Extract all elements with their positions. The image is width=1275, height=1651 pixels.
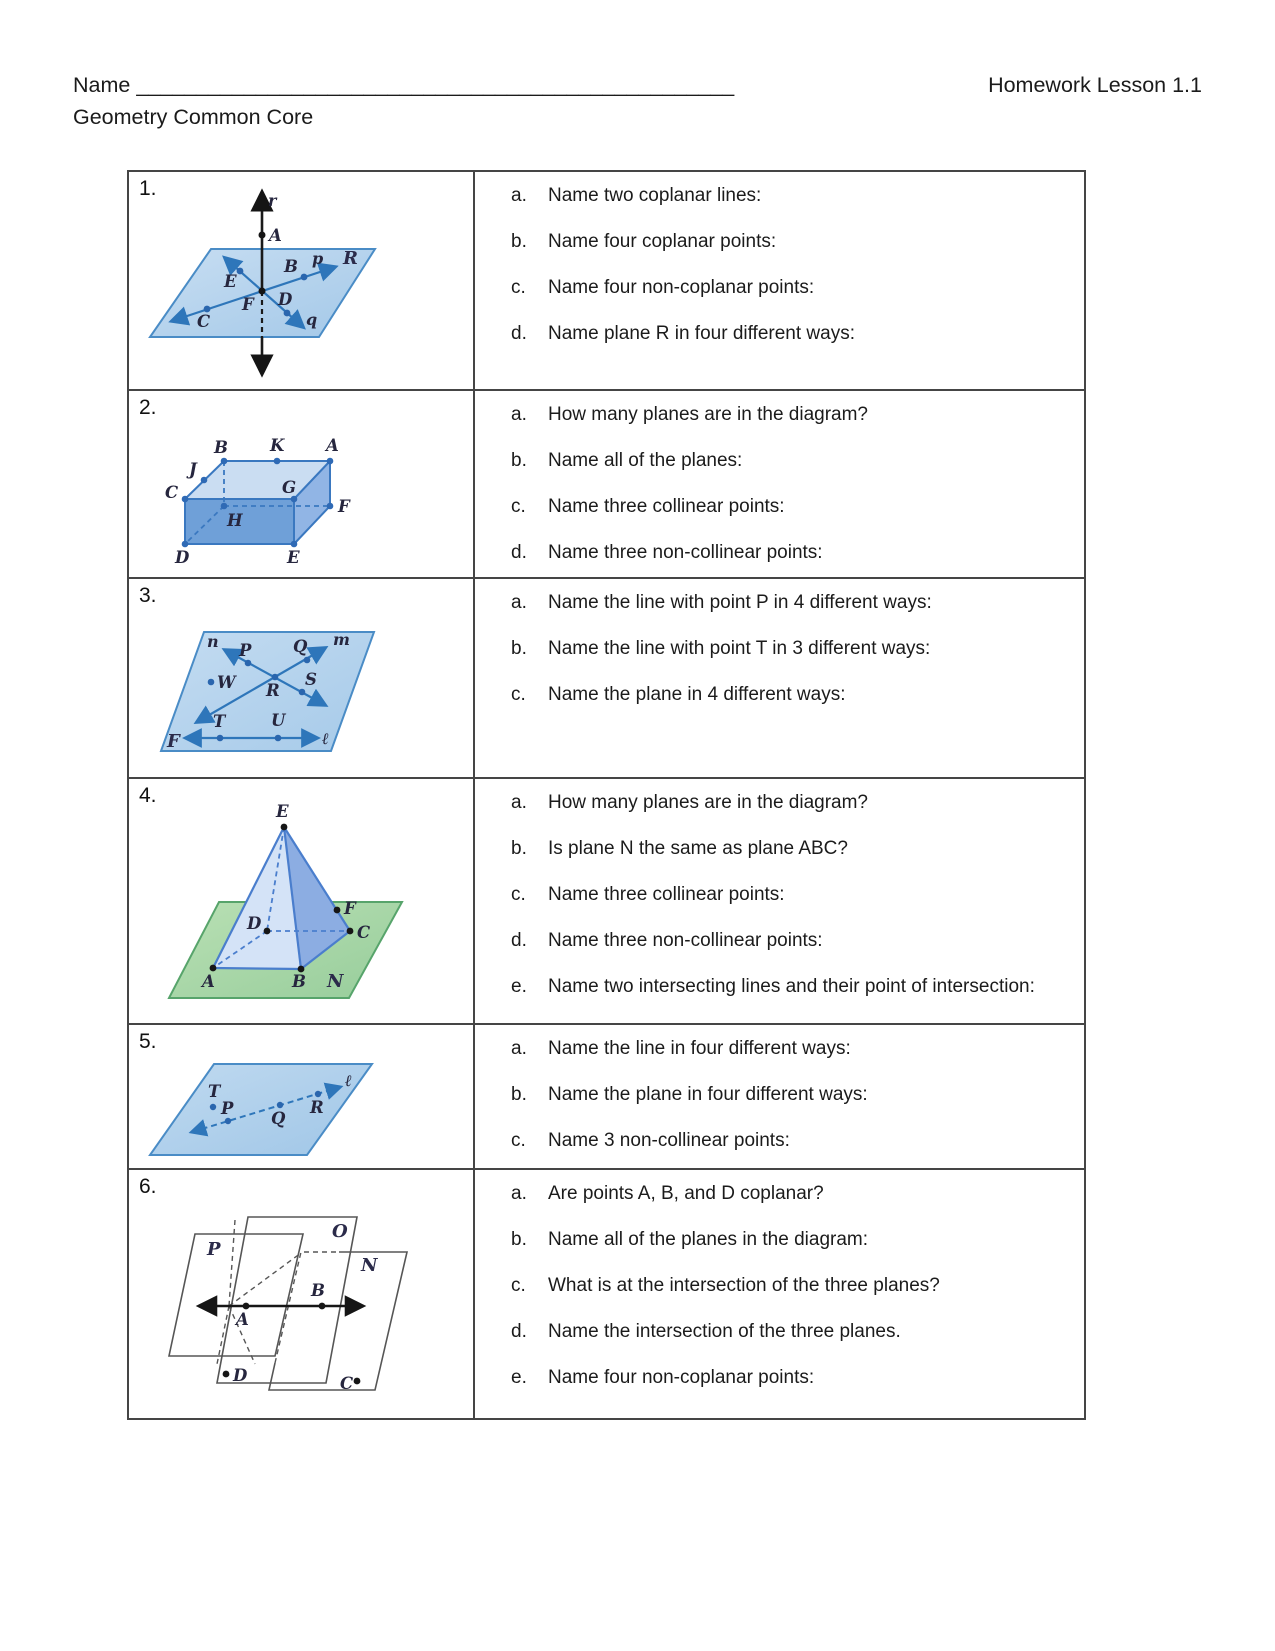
name-blank-line: __________________________________________________ xyxy=(136,73,735,97)
question xyxy=(511,837,1066,860)
question-letter: c. xyxy=(511,1130,526,1151)
point-F-label: F xyxy=(338,497,350,516)
point-B-label: B xyxy=(311,1281,325,1300)
point-F-label: F xyxy=(242,295,254,314)
question-text: Name two coplanar lines: xyxy=(548,185,762,206)
question-text: Name 3 non-collinear points: xyxy=(548,1130,790,1151)
point-C-dot xyxy=(354,1378,361,1385)
question xyxy=(511,1182,1066,1205)
plane-F-label: F xyxy=(167,731,180,752)
row6-diagram-cell xyxy=(129,1170,475,1418)
question-text: Name four non-coplanar points: xyxy=(548,277,815,298)
point-B-dot xyxy=(301,274,308,281)
question-letter: e. xyxy=(511,1367,527,1388)
diagram-pyramid-on-plane-N xyxy=(129,779,475,1021)
header-left xyxy=(73,70,734,132)
question xyxy=(511,1366,1066,1389)
table-row-3 xyxy=(129,579,1084,779)
question-letter: c. xyxy=(511,884,526,905)
problem-number: 2. xyxy=(139,396,157,419)
point-T-dot xyxy=(217,735,224,742)
point-D-dot xyxy=(284,310,291,317)
point-P-dot xyxy=(210,1104,216,1110)
line-m-label: m xyxy=(333,630,350,649)
point-Q-label: Q xyxy=(293,637,308,656)
question xyxy=(511,403,1066,426)
question-letter: b. xyxy=(511,450,527,471)
point-B-label: B xyxy=(214,438,228,457)
plane-N-label: N xyxy=(361,1255,378,1276)
problem-number: 6. xyxy=(139,1175,157,1198)
question-text: How many planes are in the diagram? xyxy=(548,404,869,425)
point-D-dot xyxy=(264,928,271,935)
question-letter: a. xyxy=(511,404,527,425)
question-letter: b. xyxy=(511,638,527,659)
row2-diagram-cell xyxy=(129,391,475,577)
problem-number: 5. xyxy=(139,1030,157,1053)
question-letter: b. xyxy=(511,231,527,252)
question-text: Name the line with point P in 4 different ways: xyxy=(548,592,932,613)
question xyxy=(511,929,1066,952)
point-E-label: E xyxy=(287,548,300,567)
point-R-dot xyxy=(272,674,279,681)
question-text: Name three collinear points: xyxy=(548,884,785,905)
question-text: Name the intersection of the three planes. xyxy=(548,1321,901,1342)
point-E-label: E xyxy=(224,272,237,291)
question xyxy=(511,1037,1066,1060)
point-D-label: D xyxy=(278,290,293,309)
line-p-label: p xyxy=(312,249,324,268)
point-R-label: R xyxy=(310,1098,324,1117)
point-D-label: D xyxy=(233,1366,248,1385)
point-B-label: B xyxy=(284,257,298,276)
question-text: Name all of the planes: xyxy=(548,450,743,471)
line-r-label: r xyxy=(268,191,277,210)
question-letter: a. xyxy=(511,1183,527,1204)
question-text: What is at the intersection of the three planes? xyxy=(548,1275,940,1296)
question xyxy=(511,1228,1066,1251)
row4-questions xyxy=(475,779,1084,1023)
point-U-label: U xyxy=(271,711,286,730)
point-B-dot xyxy=(319,1303,326,1310)
point-D-dot xyxy=(223,1371,230,1378)
question-letter: c. xyxy=(511,496,526,517)
point-F-dot xyxy=(334,907,341,914)
question-letter: d. xyxy=(511,323,527,344)
question xyxy=(511,883,1066,906)
question-text: Is plane N the same as plane ABC? xyxy=(548,838,848,859)
plane-R-label: R xyxy=(343,248,358,269)
question-text: Name the plane in four different ways: xyxy=(548,1084,868,1105)
line-point-dot xyxy=(225,1118,231,1124)
question-text: Name plane R in four different ways: xyxy=(548,323,855,344)
question xyxy=(511,322,1066,345)
plane-T-shape xyxy=(150,1064,372,1155)
plane-P-label: P xyxy=(207,1239,221,1260)
question-letter: b. xyxy=(511,1084,527,1105)
point-E-label: E xyxy=(276,802,289,821)
point-C-label: C xyxy=(357,923,371,942)
question xyxy=(511,449,1066,472)
point-J-label: J xyxy=(189,460,197,479)
course-title: Geometry Common Core xyxy=(73,105,314,129)
name-label: Name xyxy=(73,73,131,97)
question-text: Are points A, B, and D coplanar? xyxy=(548,1183,824,1204)
problem-number: 1. xyxy=(139,177,157,200)
question-letter: a. xyxy=(511,1038,527,1059)
point-P-dot xyxy=(245,660,252,667)
problem-number: 4. xyxy=(139,784,157,807)
point-Q-dot xyxy=(277,1102,283,1108)
point-A-dot xyxy=(259,232,266,239)
question-letter: b. xyxy=(511,1229,527,1250)
question xyxy=(511,1274,1066,1297)
question-letter: c. xyxy=(511,1275,526,1296)
point-E-dot xyxy=(281,824,288,831)
point-A-label: A xyxy=(202,972,215,991)
plane-P-shape xyxy=(169,1234,303,1356)
question-text: Name all of the planes in the diagram: xyxy=(548,1229,869,1250)
point-R-label: R xyxy=(266,681,280,700)
question xyxy=(511,591,1066,614)
point-A-dot xyxy=(243,1303,250,1310)
question-letter: d. xyxy=(511,542,527,563)
row6-questions xyxy=(475,1170,1084,1418)
table-row-2 xyxy=(129,391,1084,579)
question xyxy=(511,1320,1066,1343)
question-letter: c. xyxy=(511,684,526,705)
homework-title: Homework Lesson 1.1 xyxy=(988,73,1202,97)
diagram-plane-T-line xyxy=(129,1025,475,1166)
line-ell-label: ℓ xyxy=(322,729,329,748)
question-text: Name two intersecting lines and their point of intersection: xyxy=(548,976,1035,997)
point-D-label: D xyxy=(175,548,190,567)
problem-number: 3. xyxy=(139,584,157,607)
row2-questions xyxy=(475,391,1084,577)
point-A-label: A xyxy=(326,436,339,455)
plane-N-label: N xyxy=(327,971,344,992)
point-W-dot xyxy=(208,679,215,686)
question xyxy=(511,276,1066,299)
question xyxy=(511,637,1066,660)
question-text: Name the plane in 4 different ways: xyxy=(548,684,846,705)
point-B-label: B xyxy=(292,972,306,991)
point-K-label: K xyxy=(270,436,285,455)
point-C-label: C xyxy=(165,483,179,502)
table-row-6 xyxy=(129,1170,1084,1418)
point-F-dot xyxy=(259,288,266,295)
question-letter: d. xyxy=(511,1321,527,1342)
question-text: Name the line in four different ways: xyxy=(548,1038,851,1059)
question-text: Name three non-collinear points: xyxy=(548,542,823,563)
diagram-rectangular-prism xyxy=(129,391,475,575)
question-letter: a. xyxy=(511,792,527,813)
hidden-intersection-lines xyxy=(217,1220,301,1364)
diagram-three-intersecting-planes xyxy=(129,1170,475,1414)
question xyxy=(511,184,1066,207)
point-G-label: G xyxy=(282,478,297,497)
line-n-label: n xyxy=(207,632,219,651)
table-row-5 xyxy=(129,1025,1084,1170)
question xyxy=(511,1129,1066,1152)
row3-questions xyxy=(475,579,1084,777)
table-row-1 xyxy=(129,172,1084,391)
question-text: Name three non-collinear points: xyxy=(548,930,823,951)
header xyxy=(73,70,1202,132)
table-row-4 xyxy=(129,779,1084,1025)
question-letter: c. xyxy=(511,277,526,298)
point-T-label: T xyxy=(213,712,226,731)
point-Q-label: Q xyxy=(271,1109,286,1128)
point-P-label: P xyxy=(221,1099,234,1118)
row1-questions xyxy=(475,172,1084,389)
row5-diagram-cell xyxy=(129,1025,475,1168)
point-C-dot xyxy=(347,928,354,935)
line-q-label: q xyxy=(306,310,318,329)
diagram-plane-F-lines xyxy=(129,579,475,775)
point-P-label: P xyxy=(239,641,252,660)
question-text: How many planes are in the diagram? xyxy=(548,792,869,813)
problems-table xyxy=(127,170,1086,1420)
point-S-dot xyxy=(299,689,306,696)
diagram-plane-with-lines xyxy=(129,172,475,387)
point-S-label: S xyxy=(305,670,317,689)
question-letter: a. xyxy=(511,592,527,613)
plane-N-hidden-edges xyxy=(275,1252,339,1363)
row4-diagram-cell xyxy=(129,779,475,1023)
row1-diagram-cell xyxy=(129,172,475,389)
question-text: Name four non-coplanar points: xyxy=(548,1367,815,1388)
question xyxy=(511,495,1066,518)
point-F-label: F xyxy=(344,899,356,918)
line-ell-label: ℓ xyxy=(345,1071,352,1090)
question-text: Name the line with point T in 3 different ways: xyxy=(548,638,931,659)
point-A-label: A xyxy=(236,1310,249,1329)
point-E-dot xyxy=(237,268,244,275)
row3-diagram-cell xyxy=(129,579,475,777)
question-letter: a. xyxy=(511,185,527,206)
question xyxy=(511,683,1066,706)
question-letter: b. xyxy=(511,838,527,859)
point-C-label: C xyxy=(340,1374,354,1393)
point-D-label: D xyxy=(247,914,262,933)
question xyxy=(511,230,1066,253)
question-text: Name four coplanar points: xyxy=(548,231,777,252)
question-letter: e. xyxy=(511,976,527,997)
question xyxy=(511,541,1066,564)
question-letter: d. xyxy=(511,930,527,951)
point-H-label: H xyxy=(227,511,243,530)
point-C-label: C xyxy=(197,312,211,331)
point-U-dot xyxy=(275,735,282,742)
question xyxy=(511,975,1066,998)
point-W-label: W xyxy=(217,673,236,692)
point-A-dot xyxy=(210,965,217,972)
question xyxy=(511,1083,1066,1106)
point-R-dot xyxy=(315,1091,321,1097)
point-A-label: A xyxy=(269,226,282,245)
plane-T-label: T xyxy=(208,1082,221,1101)
row5-questions xyxy=(475,1025,1084,1168)
name-row xyxy=(73,70,734,100)
question-text: Name three collinear points: xyxy=(548,496,785,517)
question xyxy=(511,791,1066,814)
plane-O-label: O xyxy=(332,1221,348,1242)
point-Q-dot xyxy=(304,657,311,664)
